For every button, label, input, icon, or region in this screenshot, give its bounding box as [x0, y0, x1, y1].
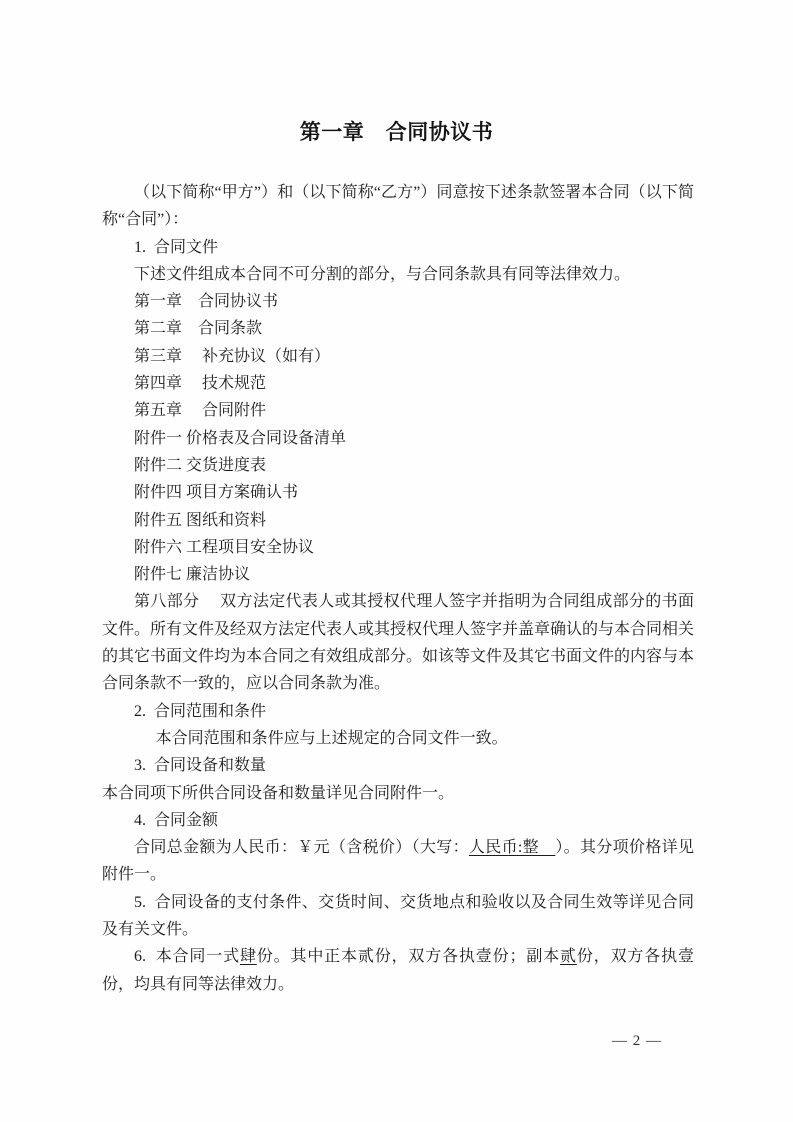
para-payment-delivery: 5. 合同设备的支付条件、交货时间、交货地点和验收以及合同生效等详见合同及有关文件。: [102, 893, 694, 939]
para-copies: [102, 943, 694, 998]
copies-count-underlined: 肆: [239, 948, 257, 966]
copies-text-mid: 份。其中正本贰份，双方各执壹份；副本: [256, 948, 561, 966]
list-item-attachment-6: 附件六 工程项目安全协议: [134, 538, 315, 556]
amount-fill-in-underlined: 人民币:整: [468, 839, 556, 857]
list-item-attachment-5: 附件五 图纸和资料: [134, 511, 267, 529]
para-scope-conditions: 本合同范围和条件应与上述规定的合同文件一致。: [155, 729, 508, 747]
list-item-attachment-4: 附件四 项目方案确认书: [134, 484, 299, 502]
heading-scope-conditions: 2. 合同范围和条件: [134, 702, 267, 720]
copies-text-pre: 6. 本合同一式: [134, 948, 240, 966]
para-contract-amount: [102, 834, 694, 889]
list-item-attachment-1: 附件一 价格表及合同设备清单: [134, 429, 347, 447]
list-item-chapter-1: 第一章 合同协议书: [134, 293, 279, 311]
heading-contract-amount: 4. 合同金额: [134, 811, 219, 829]
list-item-chapter-5: 第五章 合同附件: [134, 402, 267, 420]
page-number: — 2 —: [612, 1033, 662, 1049]
list-item-attachment-7: 附件七 廉洁协议: [134, 566, 251, 584]
page-title: 第一章 合同协议书: [299, 120, 494, 144]
para-contract-documents: 下述文件组成本合同不可分割的部分，与合同条款具有同等法律效力。: [134, 265, 631, 283]
document-body: [102, 179, 694, 998]
list-item-chapter-2: 第二章 合同条款: [134, 320, 263, 338]
amount-text-post: ）。其分项价格详见附件一。: [102, 839, 694, 884]
heading-contract-documents: 1. 合同文件: [134, 238, 219, 256]
copies-text-post: 份，双方各执壹份，均具有同等法律效力。: [102, 948, 694, 993]
list-item-attachment-2: 附件二 交货进度表: [134, 456, 267, 474]
list-item-chapter-4: 第四章 技术规范: [134, 375, 267, 393]
list-item-chapter-3: 第三章 补充协议（如有）: [134, 347, 331, 365]
para-equipment-quantity: 本合同项下所供合同设备和数量详见合同附件一。: [102, 784, 455, 802]
para-intro: （以下简称“甲方”）和（以下简称“乙方”）同意按下述条款签署本合同（以下简称“合同”）：: [102, 184, 694, 229]
amount-text-pre: 合同总金额为人民币：￥元（含税价）（大写：: [134, 839, 469, 857]
heading-equipment-quantity: 3. 合同设备和数量: [134, 757, 267, 775]
duplicate-count-underlined: 贰: [560, 948, 577, 966]
para-part-8: 第八部分 双方法定代表人或其授权代理人签字并指明为合同组成部分的书面文件。所有文件及经双方法定代表人或其授权代理人签字并盖章确认的与本合同相关的其它书面文件均为本合同之有效组成部分。如该等文件及其它书面文件的内容与本合同条款不一致的，应以合同条款为准。: [102, 593, 695, 693]
